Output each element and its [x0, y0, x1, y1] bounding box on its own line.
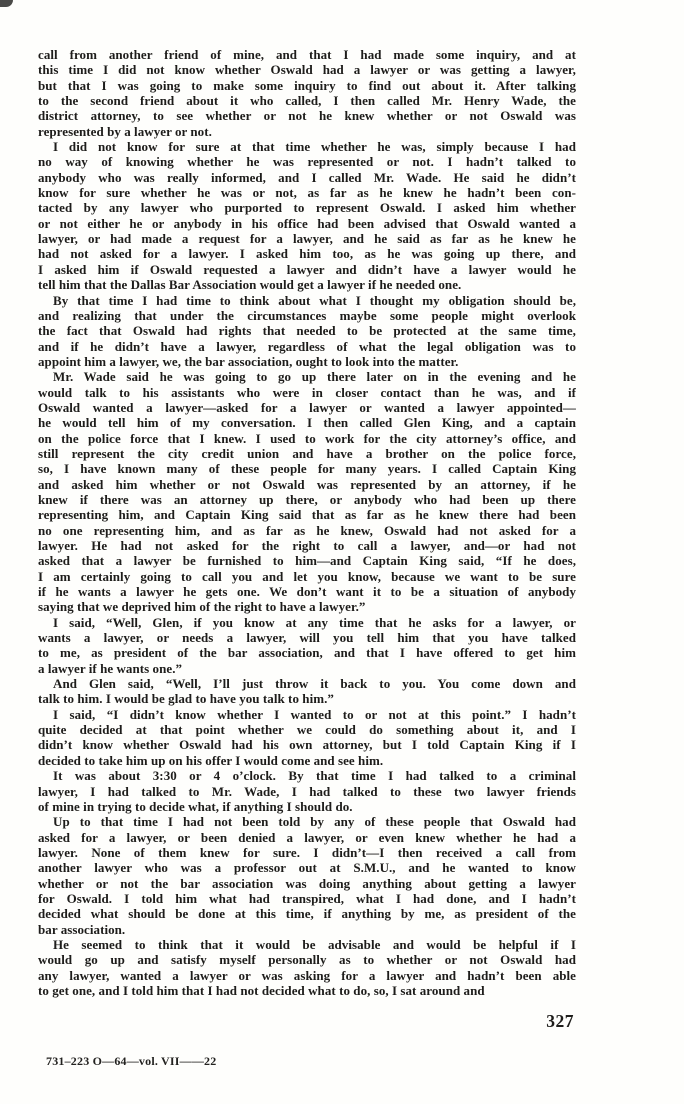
text-line: didn’t know whether Oswald had his own attorney, but I told Captain King if I [38, 737, 576, 753]
text-line: quite decided at that point whether we could do something about it, and I [38, 722, 576, 738]
text-line: knew if there was an attorney up there, or anybody who had been up there [38, 491, 576, 507]
page-content [38, 47, 576, 1032]
text-line: It was about 3:30 or 4 o’clock. By that time I had talked to a criminal [53, 768, 576, 784]
scan-artifact-corner-mark [0, 0, 13, 7]
text-line: district attorney, to see whether or not he knew whether or not Oswald was [38, 108, 576, 124]
text-line: asked for a lawyer, or been denied a lawyer, or even knew whether he had a [38, 829, 576, 845]
text-line: representing him, and Captain King said that as far as he knew there had been [38, 507, 576, 523]
text-line: this time I did not know whether Oswald had a lawyer or was getting a lawyer, [38, 62, 576, 78]
text-line: a lawyer if he wants one.” [38, 660, 183, 676]
text-line: of mine in trying to decide what, if anything I should do. [38, 798, 353, 814]
text-line: Mr. Wade said he was going to go up there later on in the evening and he [53, 369, 576, 385]
text-line: lawyer, or had made a request for a lawyer, and he said as far as he knew he [38, 231, 576, 247]
text-line: Up to that time I had not been told by any of these people that Oswald had [53, 814, 576, 830]
text-line: wants a lawyer, or needs a lawyer, will you tell him that you have talked [38, 630, 576, 646]
text-line: and realizing that under the circumstances maybe some people might overlook [38, 307, 576, 323]
text-line: to the second friend about it who called, I then called Mr. Henry Wade, the [38, 93, 576, 109]
text-line: on the police force that I knew. I used to work for the city attorney’s office, and [38, 430, 576, 446]
text-line: and asked him whether or not Oswald was represented by an attorney, if he [38, 476, 576, 492]
text-line: anybody who was really informed, and I called Mr. Wade. He said he didn’t [38, 169, 576, 185]
text-line: lawyer, I had talked to Mr. Wade, I had talked to these two lawyer friends [38, 783, 576, 799]
text-line: appoint him a lawyer, we, the bar association, ought to look into the matter. [38, 353, 459, 369]
text-line: but that I was going to make some inquiry to find out about it. After talking [38, 77, 576, 93]
text-line: he would tell him of my conversation. I then called Glen King, and a captain [38, 415, 576, 431]
text-line: to get one, and I told him that I had not decided what to do, so, I sat around and [38, 982, 485, 998]
text-line: for Oswald. I told him what had transpired, what I had done, and I hadn’t [38, 890, 576, 906]
text-line: so, I have known many of these people for many years. I called Captain King [38, 461, 576, 477]
text-line: He seemed to think that it would be advisable and would be helpful if I [53, 936, 576, 952]
text-line: talk to him. I would be glad to have you talk to him.” [38, 691, 334, 707]
text-line: to me, as president of the bar association, and that I have offered to get him [38, 645, 576, 661]
text-line: And Glen said, “Well, I’ll just throw it back to you. You come down and [53, 676, 576, 692]
text-line: I asked him if Oswald requested a lawyer and didn’t have a lawyer would he [38, 261, 576, 277]
text-line: I said, “Well, Glen, if you know at any time that he asks for a lawyer, or [53, 614, 576, 630]
text-line: By that time I had time to think about what I thought my obligation should be, [53, 292, 576, 308]
page-number: 327 [546, 1011, 574, 1032]
text-line: asked that a lawyer be furnished to him—and Captain King said, “If he does, [38, 553, 576, 569]
text-line: another lawyer who was a professor out at S.M.U., and he wanted to know [38, 860, 576, 876]
text-line: I did not know for sure at that time whether he was, simply because I had [53, 139, 576, 155]
text-line: no way of knowing whether he was represented or not. I hadn’t talked to [38, 154, 576, 170]
text-line: whether or not the bar association was doing anything about getting a lawyer [38, 875, 576, 891]
text-line: I am certainly going to call you and let you know, because we want to be sure [38, 568, 576, 584]
text-line: saying that we deprived him of the right to have a lawyer.” [38, 599, 366, 615]
text-line: no one representing him, and as far as he knew, Oswald had not asked for a [38, 522, 576, 538]
text-line: Oswald wanted a lawyer—asked for a lawyer or wanted a lawyer appointed— [38, 399, 576, 415]
text-line: tell him that the Dallas Bar Association would get a lawyer if he needed one. [38, 277, 462, 293]
text-line: lawyer. None of them knew for sure. I didn’t—I then received a call from [38, 844, 576, 860]
text-line: if he wants a lawyer he gets one. We don’t want it to be a situation of anybody [38, 584, 576, 600]
text-line: know for sure whether he was or not, as far as he knew he hadn’t been con- [38, 185, 576, 201]
text-line: I said, “I didn’t know whether I wanted to or not at this point.” I hadn’t [53, 706, 576, 722]
text-line: lawyer. He had not asked for the right to call a lawyer, and—or had not [38, 538, 576, 553]
text-line: had not asked for a lawyer. I asked him too, as he was going up there, and [38, 246, 576, 262]
text-line: bar association. [38, 921, 126, 937]
text-line: or not either he or anybody in his office had been advised that Oswald wanted a [38, 215, 576, 231]
text-line: decided to take him up on his offer I would come and see him. [38, 752, 384, 768]
text-line: still represent the city credit union and have a brother on the police force, [38, 445, 576, 461]
print-code-footer: 731–223 O—64—vol. VII——22 [46, 1054, 217, 1068]
text-line: represented by a lawyer or not. [38, 123, 212, 139]
testimony-text-block [38, 47, 576, 998]
text-line: call from another friend of mine, and that I had made some inquiry, and at [38, 47, 576, 62]
text-line: any lawyer, wanted a lawyer or was asking for a lawyer and hadn’t been able [38, 967, 576, 983]
text-line: decided what should be done at this time, if anything by me, as president of the [38, 906, 576, 922]
text-line: would talk to his assistants who were in closer contact than he was, and if [38, 384, 576, 400]
text-line: would go up and satisfy myself personally as to whether or not Oswald had [38, 952, 576, 968]
text-line: and if he didn’t have a lawyer, regardless of what the legal obligation was to [38, 338, 576, 354]
text-line: tacted by any lawyer who purported to represent Oswald. I asked him whether [38, 200, 576, 216]
text-line: the fact that Oswald had rights that needed to be protected at the same time, [38, 323, 576, 339]
